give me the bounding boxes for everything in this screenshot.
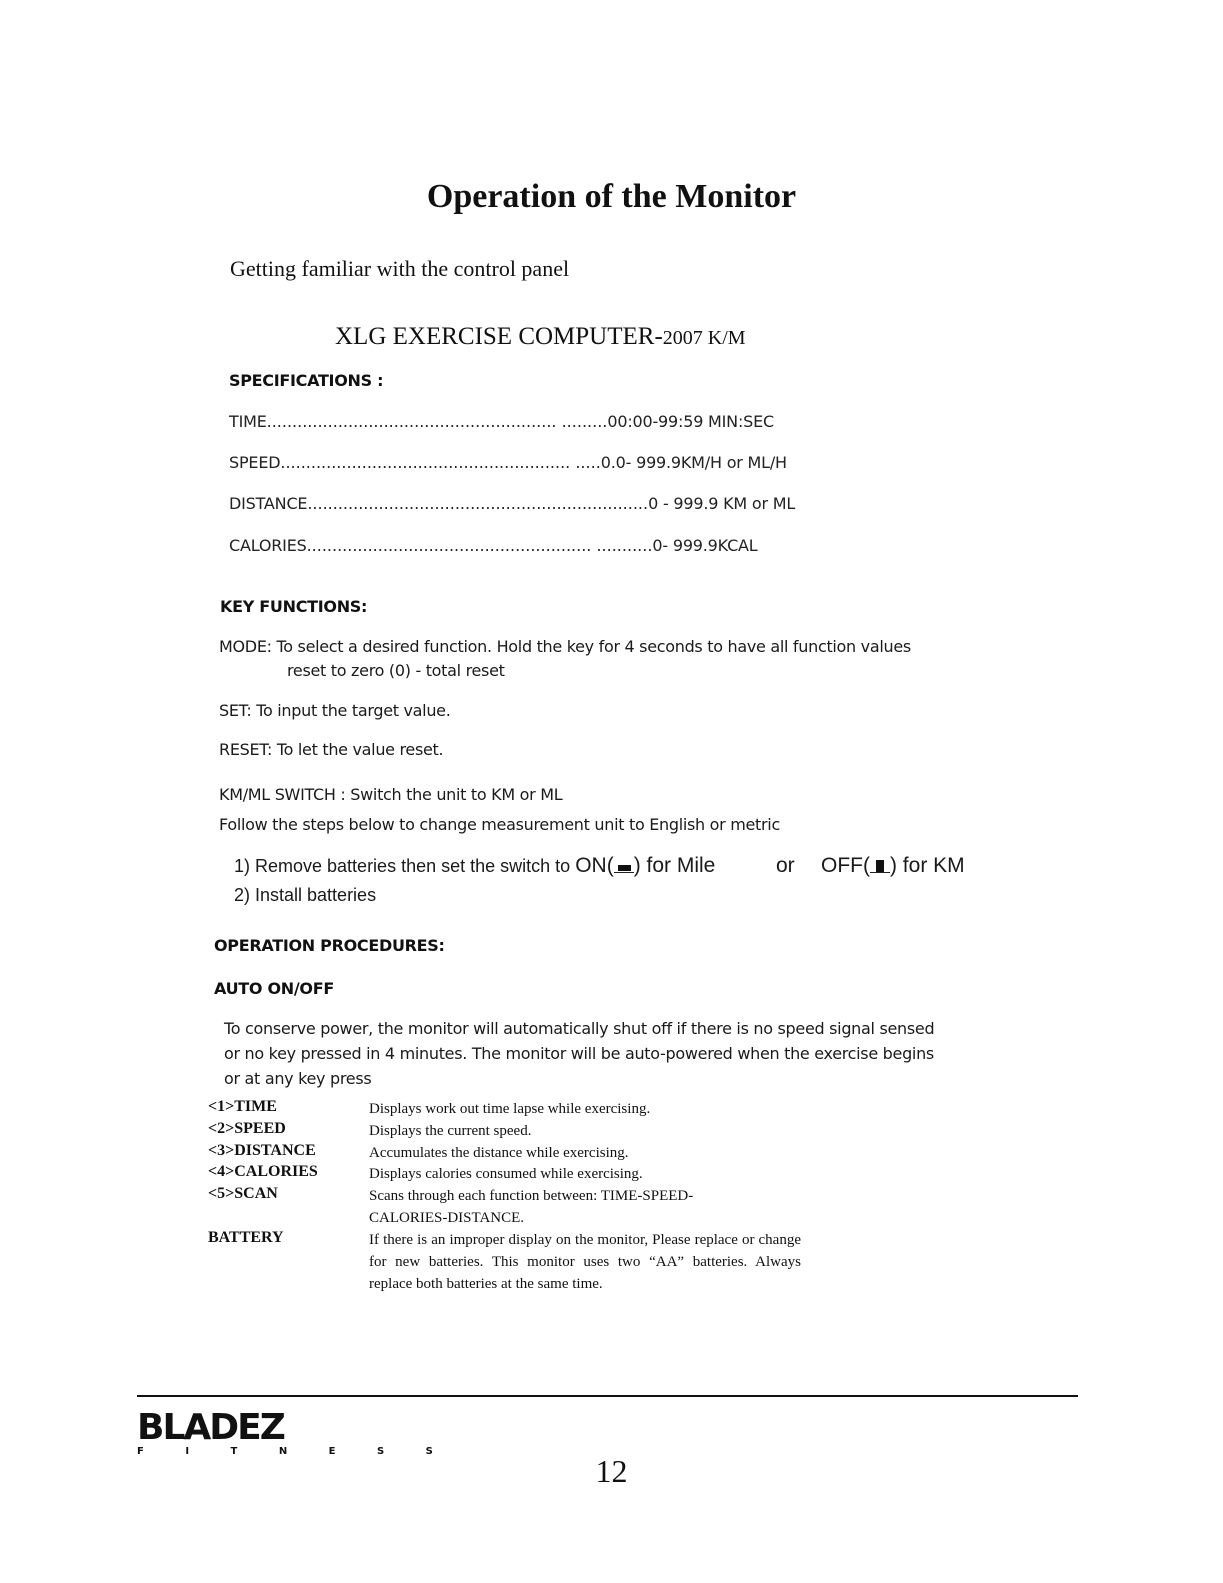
- operation-heading: OPERATION PROCEDURES:: [214, 936, 445, 955]
- spec-name: TIME: [229, 412, 267, 431]
- function-desc: Accumulates the distance while exercising.: [369, 1145, 629, 1161]
- page-title: Operation of the Monitor: [426, 178, 797, 215]
- function-desc: Scans through each function between: TIME-SPEED-CALORIES-DISTANCE.: [369, 1188, 694, 1226]
- function-desc: Displays work out time lapse while exercising.: [369, 1101, 651, 1117]
- key-functions-heading: KEY FUNCTIONS:: [220, 597, 368, 616]
- function-name: BATTERY: [208, 1229, 284, 1246]
- spec-value: 0.0- 999.9KM/H or ML/H: [600, 453, 787, 472]
- intro-text: Getting familiar with the control panel: [230, 256, 570, 281]
- off-label: OFF(: [821, 854, 870, 877]
- auto-text-line2: or no key pressed in 4 minutes. The monitor will be auto-powered when the exercise begins: [224, 1044, 934, 1063]
- auto-text-line1: To conserve power, the monitor will automatically shut off if there is no speed signal sensed: [224, 1019, 935, 1038]
- spec-name: DISTANCE: [229, 494, 308, 513]
- spec-row-calories: [229, 536, 758, 555]
- function-name: <1>TIME: [208, 1098, 277, 1115]
- spec-value: 0- 999.9KCAL: [652, 536, 758, 555]
- function-name: <4>CALORIES: [208, 1163, 318, 1180]
- device-title: [335, 323, 746, 351]
- function-name: <3>DISTANCE: [208, 1142, 316, 1159]
- spec-dots: ...................................................................: [307, 494, 649, 513]
- step-1-off: [821, 854, 965, 878]
- logo-subtext: F I T N E S S: [137, 1446, 437, 1457]
- device-title-unit: 2007 K/M: [662, 327, 746, 349]
- page-number: 12: [595, 1453, 628, 1489]
- mode-text-line2: reset to zero (0) - total reset: [287, 661, 505, 680]
- spec-dots: ......................................................... .....: [280, 453, 601, 472]
- auto-text-line3: or at any key press: [224, 1069, 372, 1088]
- spec-name: CALORIES: [229, 536, 307, 555]
- mode-text-line1: MODE: To select a desired function. Hold the key for 4 seconds to have all function values: [219, 637, 911, 656]
- spec-name: SPEED: [229, 453, 281, 472]
- device-title-main: XLG EXERCISE COMPUTER-: [335, 323, 663, 350]
- on-label: ON(: [575, 854, 614, 877]
- step-1-text: 1) Remove batteries then set the switch to: [234, 856, 571, 876]
- logo-wordmark: BLADEZ: [137, 1409, 284, 1448]
- specifications-heading: SPECIFICATIONS :: [229, 371, 384, 390]
- spec-row-distance: [229, 494, 795, 513]
- function-desc: If there is an improper display on the monitor, Please replace or change for new batteries. This monitor uses two “AA” batteries. Always replace both batteries at the same time.: [369, 1232, 801, 1292]
- set-text: SET: To input the target value.: [219, 701, 451, 720]
- bladez-logo-mark: [137, 1409, 437, 1457]
- step-1: [234, 854, 715, 878]
- function-name: <2>SPEED: [208, 1120, 286, 1137]
- spec-row-time: [229, 412, 774, 431]
- km-ml-switch-text: KM/ML SWITCH : Switch the unit to KM or ML: [219, 785, 563, 804]
- auto-on-off-heading: AUTO ON/OFF: [214, 979, 334, 998]
- function-name: <5>SCAN: [208, 1185, 278, 1202]
- off-label-close: ) for KM: [889, 854, 965, 877]
- spec-dots: ......................................................... .........: [266, 412, 608, 431]
- switch-off-icon: [870, 862, 890, 873]
- spec-value: 0 - 999.9 KM or ML: [648, 494, 796, 513]
- footer-rule: [137, 1395, 1078, 1397]
- reset-text: RESET: To let the value reset.: [219, 740, 444, 759]
- function-desc: Displays the current speed.: [369, 1123, 532, 1139]
- spec-row-speed: [229, 453, 787, 472]
- on-label-close: ) for Mile: [633, 854, 716, 877]
- spec-dots: ........................................................ ...........: [306, 536, 653, 555]
- follow-steps-text: Follow the steps below to change measurement unit to English or metric: [219, 815, 780, 834]
- step-1-or: or: [776, 854, 795, 877]
- switch-on-icon: [614, 862, 634, 873]
- spec-value: 00:00-99:59 MIN:SEC: [607, 412, 774, 431]
- function-desc: Displays calories consumed while exercising.: [369, 1166, 643, 1182]
- step-2: 2) Install batteries: [234, 885, 377, 905]
